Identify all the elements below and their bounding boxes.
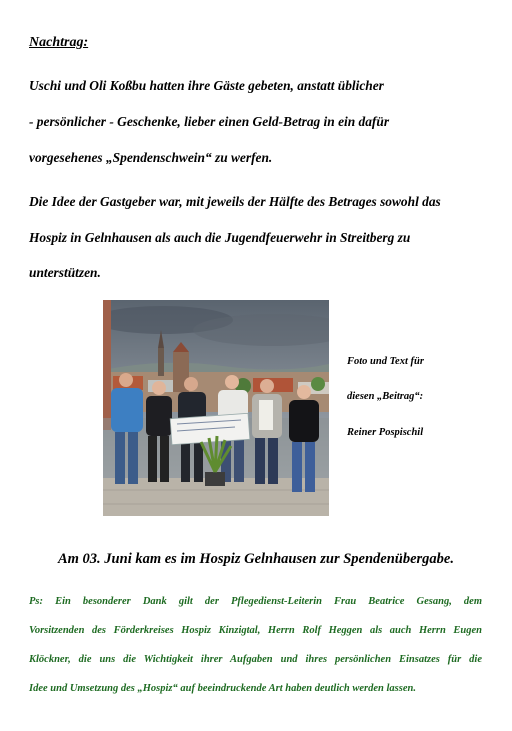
- photo-caption: Am 03. Juni kam es im Hospiz Gelnhausen zur Spendenübergabe.: [57, 551, 454, 567]
- paragraph2-line: unterstützen.: [29, 265, 101, 280]
- ps-line: Vorsitzenden des Förderkreises Hospiz Kinzigtal, Herrn Rolf Heggen als auch Herrn Eugen: [29, 625, 482, 636]
- paragraph2-line: Die Idee der Gastgeber war, mit jeweils der Hälfte des Betrages sowohl das: [29, 194, 441, 209]
- photo-credit-line: Foto und Text für: [347, 356, 424, 367]
- photo-credit-line: Reiner Pospischil: [347, 427, 424, 438]
- ps-line: Klöckner, die uns die Wichtigkeit ihrer Aufgaben und ihres persönlichen Einsatzes für die: [29, 654, 482, 665]
- paragraph2-line: Hospiz in Gelnhausen als auch die Jugendfeuerwehr in Streitberg zu: [29, 230, 411, 245]
- ps-line: Idee und Umsetzung des „Hospiz“ auf beeindruckende Art haben deutlich werden lassen.: [29, 683, 416, 694]
- group-photo: [103, 300, 329, 516]
- ps-line: Ps: Ein besonderer Dank gilt der Pflegedienst-Leiterin Frau Beatrice Gesang, dem: [29, 596, 482, 607]
- photo-credit-line: diesen „Beitrag“:: [347, 391, 424, 402]
- page-heading: Nachtrag:: [29, 35, 89, 50]
- paragraph1-line: Uschi und Oli Koßbu hatten ihre Gäste gebeten, anstatt üblicher: [29, 78, 384, 93]
- paragraph1-line: - persönlicher - Geschenke, lieber einen Geld-Betrag in ein dafür: [29, 114, 390, 129]
- paragraph1-line: vorgesehenes „Spendenschwein“ zu werfen.: [29, 150, 273, 165]
